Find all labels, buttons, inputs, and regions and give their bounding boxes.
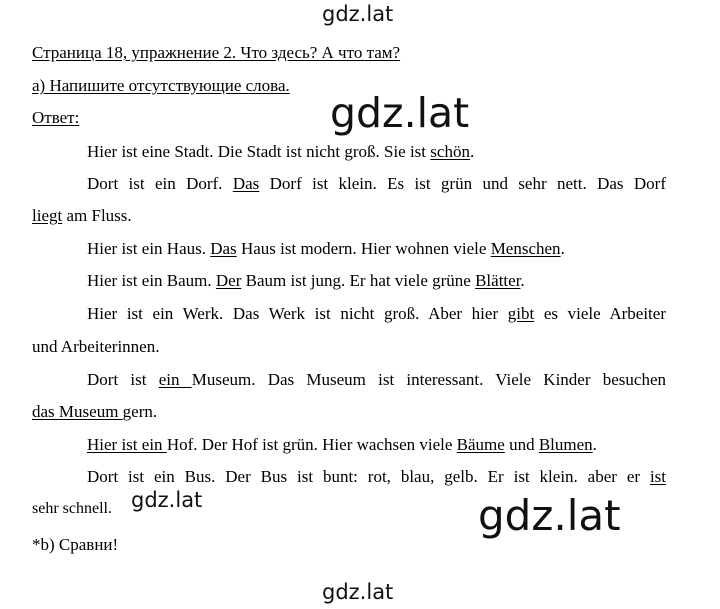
text-line-8 xyxy=(32,369,666,391)
answer-word: Menschen xyxy=(490,239,561,258)
text-segment: Hier ist ein Werk. Das Werk ist nicht groß. Aber hier xyxy=(87,304,508,323)
answer-word: Der xyxy=(215,271,242,290)
text-segment: Haus ist modern. Hier wohnen viele xyxy=(236,239,491,258)
text-segment: . xyxy=(469,142,475,161)
text-segment: am Fluss. xyxy=(62,206,132,225)
text-line-3 xyxy=(32,205,132,227)
watermark-big: gdz.lat xyxy=(478,491,621,540)
text-segment: . xyxy=(520,271,525,290)
text-segment: Hier ist eine Stadt. Die Stadt ist nicht groß. Sie ist xyxy=(87,142,431,161)
answer-word: schön xyxy=(430,142,470,161)
text-line-9 xyxy=(32,401,157,423)
text-line-7 xyxy=(32,336,159,358)
task-a-heading: а) Напишите отсутствующие слова. xyxy=(32,76,290,95)
text-segment: . xyxy=(592,435,597,454)
text-line-12 xyxy=(32,498,112,520)
task-b-heading: *b) Сравни! xyxy=(32,535,119,554)
text-line-4 xyxy=(32,238,666,260)
watermark-top: gdz.lat xyxy=(322,2,394,26)
answer-word: gibt xyxy=(507,304,535,323)
text-segment: . xyxy=(560,239,565,258)
answer-word: Das xyxy=(232,174,260,193)
text-line-10 xyxy=(32,434,666,456)
text-segment: es viele Arbeiter xyxy=(534,304,666,323)
text-segment: Hier ist ein Haus. xyxy=(87,239,211,258)
text-segment: gern. xyxy=(122,402,158,421)
text-segment: Baum ist jung. Er hat viele grüne xyxy=(241,271,476,290)
text-segment: Dorf ist klein. Es ist grün und sehr nett. Das Dorf xyxy=(259,174,667,193)
text-line-1 xyxy=(32,141,666,163)
text-line-11 xyxy=(32,466,666,488)
text-line-5 xyxy=(32,270,666,292)
text-segment: Museum. Das Museum ist interessant. Viele Kinder besuchen xyxy=(191,370,666,389)
text-line-2 xyxy=(32,173,666,195)
text-segment: Hof. Der Hof ist grün. Hier wachsen viele xyxy=(166,435,457,454)
exercise-title: Страница 18, упражнение 2. Что здесь? А что там? xyxy=(32,43,401,62)
watermark-center: gdz.lat xyxy=(330,89,470,137)
watermark-small: gdz.lat xyxy=(131,488,203,512)
answer-word: ein xyxy=(158,370,192,389)
answer-word: liegt xyxy=(32,206,63,225)
text-segment: Dort ist ein Dorf. xyxy=(87,174,233,193)
answer-word: Bäume xyxy=(456,435,505,454)
answer-word: Blätter xyxy=(475,271,521,290)
answer-word: Hier ist xyxy=(87,435,142,454)
text-segment: Hier ist ein Baum. xyxy=(87,271,216,290)
answer-word: ein xyxy=(141,435,167,454)
answer-word: Das xyxy=(210,239,237,258)
text-segment: Dort ist xyxy=(87,370,159,389)
answer-label: Ответ: xyxy=(32,108,80,127)
answer-word: ist xyxy=(649,467,666,486)
text-segment: und Arbeiterinnen. xyxy=(32,337,160,356)
text-segment: sehr schnell. xyxy=(32,500,112,517)
answer-word: Blumen xyxy=(538,435,593,454)
answer-word: das Museum xyxy=(32,402,123,421)
text-segment: und xyxy=(504,435,539,454)
text-line-6 xyxy=(32,303,666,325)
text-segment: Dort ist ein Bus. Der Bus ist bunt: rot, blau, gelb. Er ist klein. aber er xyxy=(87,467,650,486)
watermark-bottom: gdz.lat xyxy=(322,580,394,604)
